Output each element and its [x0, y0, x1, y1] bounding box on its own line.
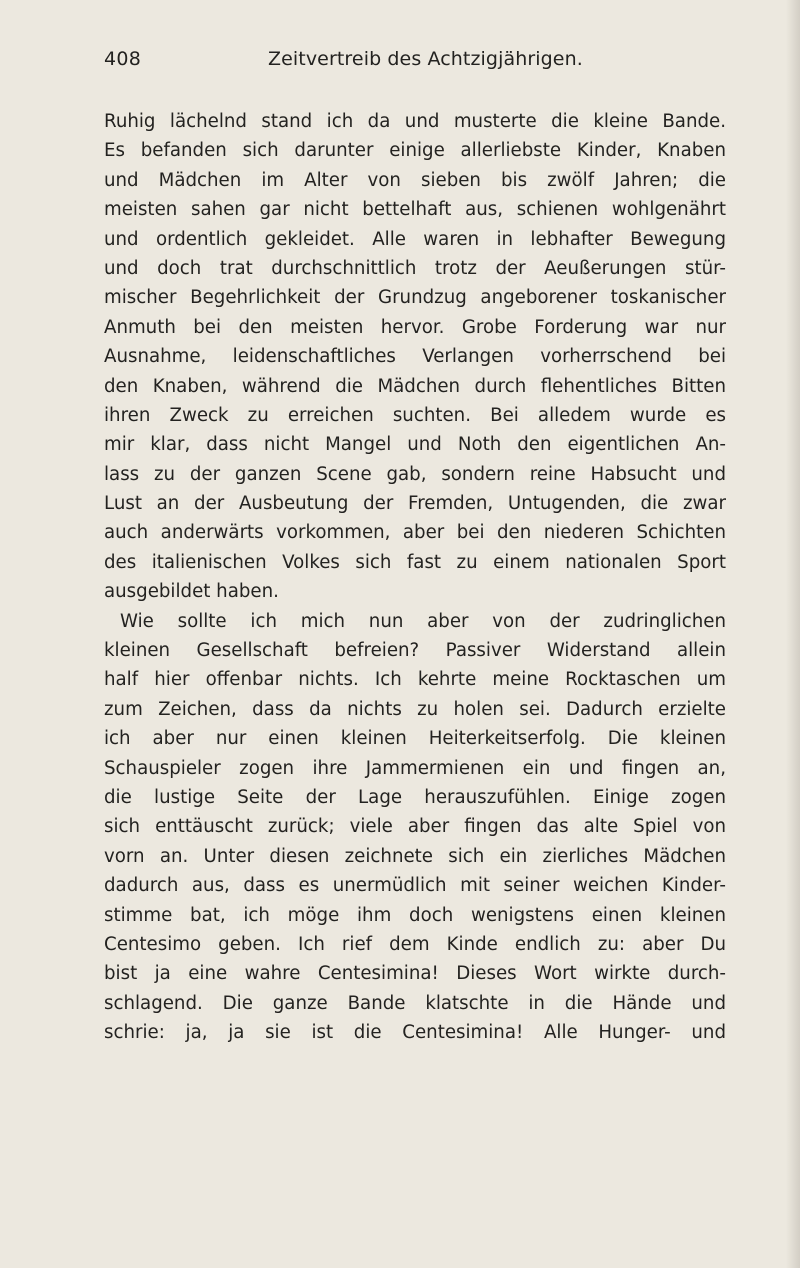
page-header — [104, 48, 724, 78]
text-line: sich enttäuscht zurück; viele aber fingen das alte Spiel von — [104, 816, 726, 838]
text-line: stimme bat, ich möge ihm doch wenigstens einen kleinen — [104, 904, 726, 926]
text-line: Anmuth bei den meisten hervor. Grobe Forderung war nur — [104, 316, 726, 338]
text-line: und ordentlich gekleidet. Alle waren in lebhafter Bewegung — [104, 228, 726, 250]
text-line: meisten sahen gar nicht bettelhaft aus, schienen wohlgenährt — [104, 199, 726, 221]
text-line: lass zu der ganzen Scene gab, sondern reine Habsucht und — [104, 463, 726, 485]
text-line: Ausnahme, leidenschaftliches Verlangen vorherrschend bei — [104, 346, 726, 368]
body-text — [104, 107, 726, 1048]
text-line: vorn an. Unter diesen zeichnete sich ein zierliches Mädchen — [104, 845, 726, 867]
running-head: Zeitvertreib des Achtzigjährigen. — [268, 48, 583, 70]
text-line: und doch trat durchschnittlich trotz der Aeußerungen stür- — [104, 257, 726, 279]
text-line: bist ja eine wahre Centesimina! Dieses Wort wirkte durch- — [104, 963, 726, 985]
text-line-paragraph-start: Wie sollte ich mich nun aber von der zudringlichen — [120, 610, 726, 632]
text-line: Schauspieler zogen ihre Jammermienen ein und fingen an, — [104, 757, 726, 779]
text-line: ihren Zweck zu erreichen suchten. Bei alledem wurde es — [104, 404, 726, 426]
text-line: auch anderwärts vorkommen, aber bei den niederen Schichten — [104, 522, 726, 544]
text-line: und Mädchen im Alter von sieben bis zwölf Jahren; die — [104, 169, 726, 191]
text-line: des italienischen Volkes sich fast zu einem nationalen Sport — [104, 551, 726, 573]
text-line: mischer Begehrlichkeit der Grundzug angeborener toskanischer — [104, 287, 726, 309]
text-line-paragraph-end: ausgebildet haben. — [104, 581, 279, 603]
text-line: Lust an der Ausbeutung der Fremden, Untugenden, die zwar — [104, 493, 726, 515]
text-line: dadurch aus, dass es unermüdlich mit seiner weichen Kinder- — [104, 875, 726, 897]
text-line: mir klar, dass nicht Mangel und Noth den eigentlichen An- — [104, 434, 726, 456]
text-line: ich aber nur einen kleinen Heiterkeitserfolg. Die kleinen — [104, 728, 726, 750]
page-number: 408 — [104, 48, 142, 70]
text-line: half hier offenbar nichts. Ich kehrte meine Rocktaschen um — [104, 669, 726, 691]
page-edge-shadow — [786, 0, 800, 1268]
text-line: kleinen Gesellschaft befreien? Passiver Widerstand allein — [104, 640, 726, 662]
text-line: die lustige Seite der Lage herauszufühlen. Einige zogen — [104, 786, 726, 808]
text-line: schrie: ja, ja sie ist die Centesimina! Alle Hunger- und — [104, 1022, 726, 1044]
text-line: zum Zeichen, dass da nichts zu holen sei. Dadurch erzielte — [104, 698, 726, 720]
text-line: Ruhig lächelnd stand ich da und musterte die kleine Bande. — [104, 111, 726, 132]
text-line: den Knaben, während die Mädchen durch flehentliches Bitten — [104, 375, 726, 397]
text-line: Centesimo geben. Ich rief dem Kinde endlich zu: aber Du — [104, 933, 726, 955]
text-line: Es befanden sich darunter einige allerliebste Kinder, Knaben — [104, 140, 726, 162]
text-line: schlagend. Die ganze Bande klatschte in die Hände und — [104, 992, 726, 1014]
